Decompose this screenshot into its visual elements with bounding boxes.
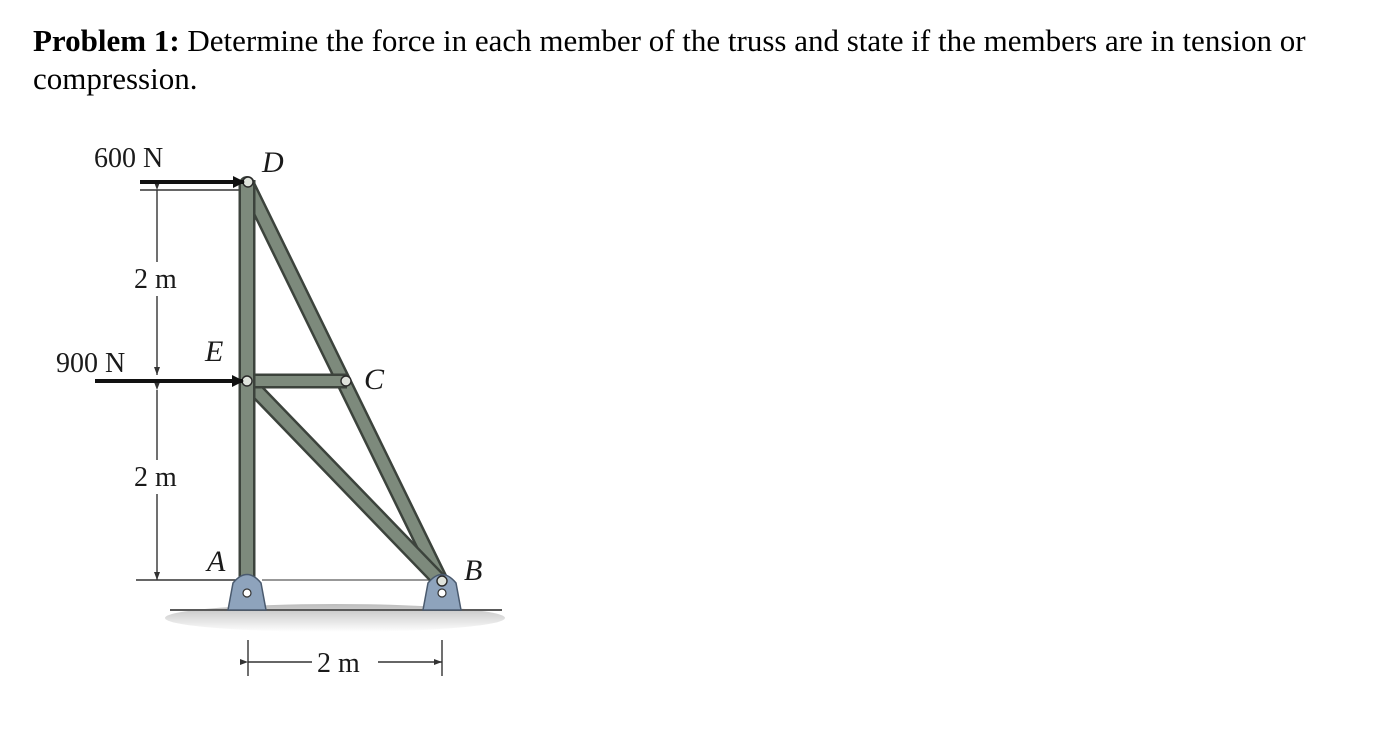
load-label-600N: 600 N (94, 143, 164, 174)
joint-label-A: A (207, 545, 226, 578)
joint-label-B: B (464, 554, 483, 587)
problem-text: Determine the force in each member of the truss and state if the members are in tension or compression. (33, 23, 1306, 96)
joint-B-pin (437, 576, 447, 586)
dim-label-lower: 2 m (134, 462, 177, 493)
joint-C-pin (341, 376, 351, 386)
load-label-900N: 900 N (56, 348, 126, 379)
joint-E-pin (242, 376, 252, 386)
joint-label-C: C (364, 363, 385, 396)
dim-label-upper: 2 m (134, 264, 177, 295)
joint-label-D: D (262, 146, 284, 179)
vertical-dimension-line (136, 190, 245, 580)
joint-D-pin (243, 177, 253, 187)
dim-label-base: 2 m (317, 648, 360, 679)
joint-label-E: E (205, 335, 224, 368)
problem-heading: Problem 1: (33, 23, 180, 58)
